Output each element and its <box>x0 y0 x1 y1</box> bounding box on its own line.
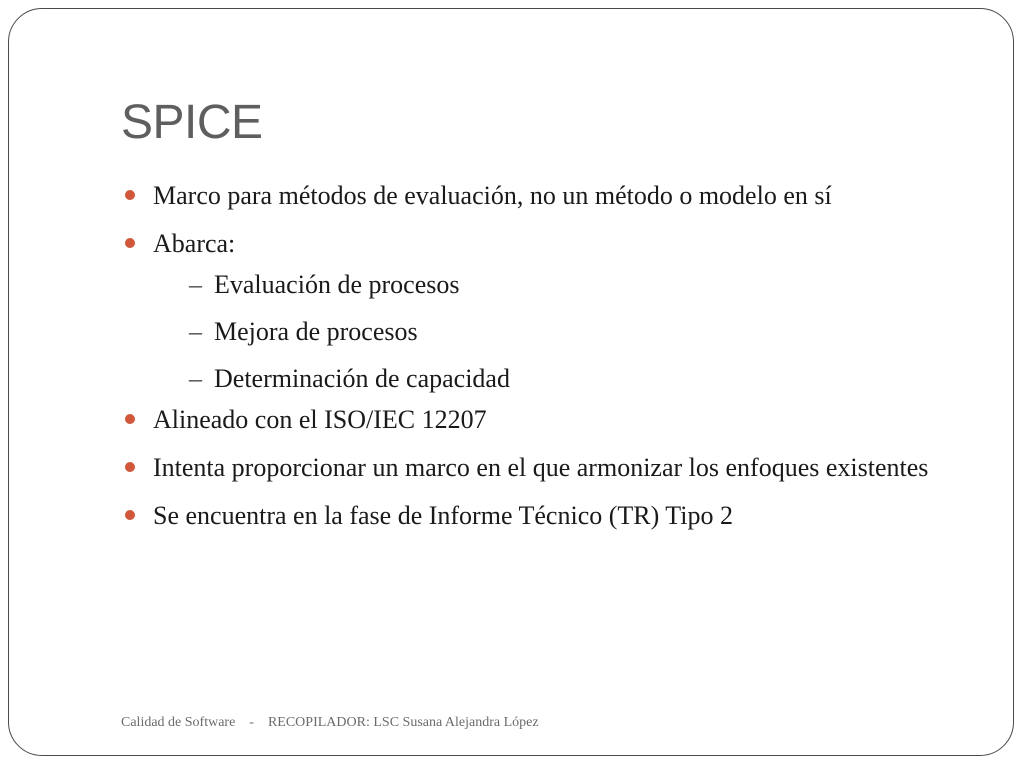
bullet-dot-icon <box>125 462 135 472</box>
bullet-text: Marco para métodos de evaluación, no un método o modelo en sí <box>153 181 832 210</box>
dash-icon: – <box>189 317 202 346</box>
sub-bullet-item <box>153 315 971 348</box>
bullet-dot-icon <box>125 190 135 200</box>
bullet-text: Alineado con el ISO/IEC 12207 <box>153 405 487 434</box>
dash-icon: – <box>189 270 202 299</box>
bullet-text: Intenta proporcionar un marco en el que armonizar los enfoques existentes <box>153 453 929 482</box>
sub-bullet-item <box>153 268 971 301</box>
sub-bullet-list <box>153 268 971 395</box>
bullet-item <box>121 403 971 436</box>
bullet-dot-icon <box>125 510 135 520</box>
sub-bullet-text: Evaluación de procesos <box>214 270 460 299</box>
slide-title: SPICE <box>121 96 263 149</box>
sub-bullet-text: Mejora de procesos <box>214 317 418 346</box>
bullet-item <box>121 179 971 212</box>
bullet-list <box>121 179 971 547</box>
bullet-dot-icon <box>125 414 135 424</box>
slide-frame <box>8 8 1014 756</box>
bullet-item <box>121 227 971 395</box>
bullet-text: Se encuentra en la fase de Informe Técnico (TR) Tipo 2 <box>153 501 733 530</box>
dash-icon: – <box>189 364 202 393</box>
bullet-item <box>121 499 971 532</box>
bullet-item <box>121 451 971 484</box>
sub-bullet-item <box>153 362 971 395</box>
slide-footer: Calidad de Software - RECOPILADOR: LSC Susana Alejandra López <box>121 715 539 730</box>
sub-bullet-text: Determinación de capacidad <box>214 364 510 393</box>
bullet-dot-icon <box>125 238 135 248</box>
bullet-text: Abarca: <box>153 229 236 258</box>
